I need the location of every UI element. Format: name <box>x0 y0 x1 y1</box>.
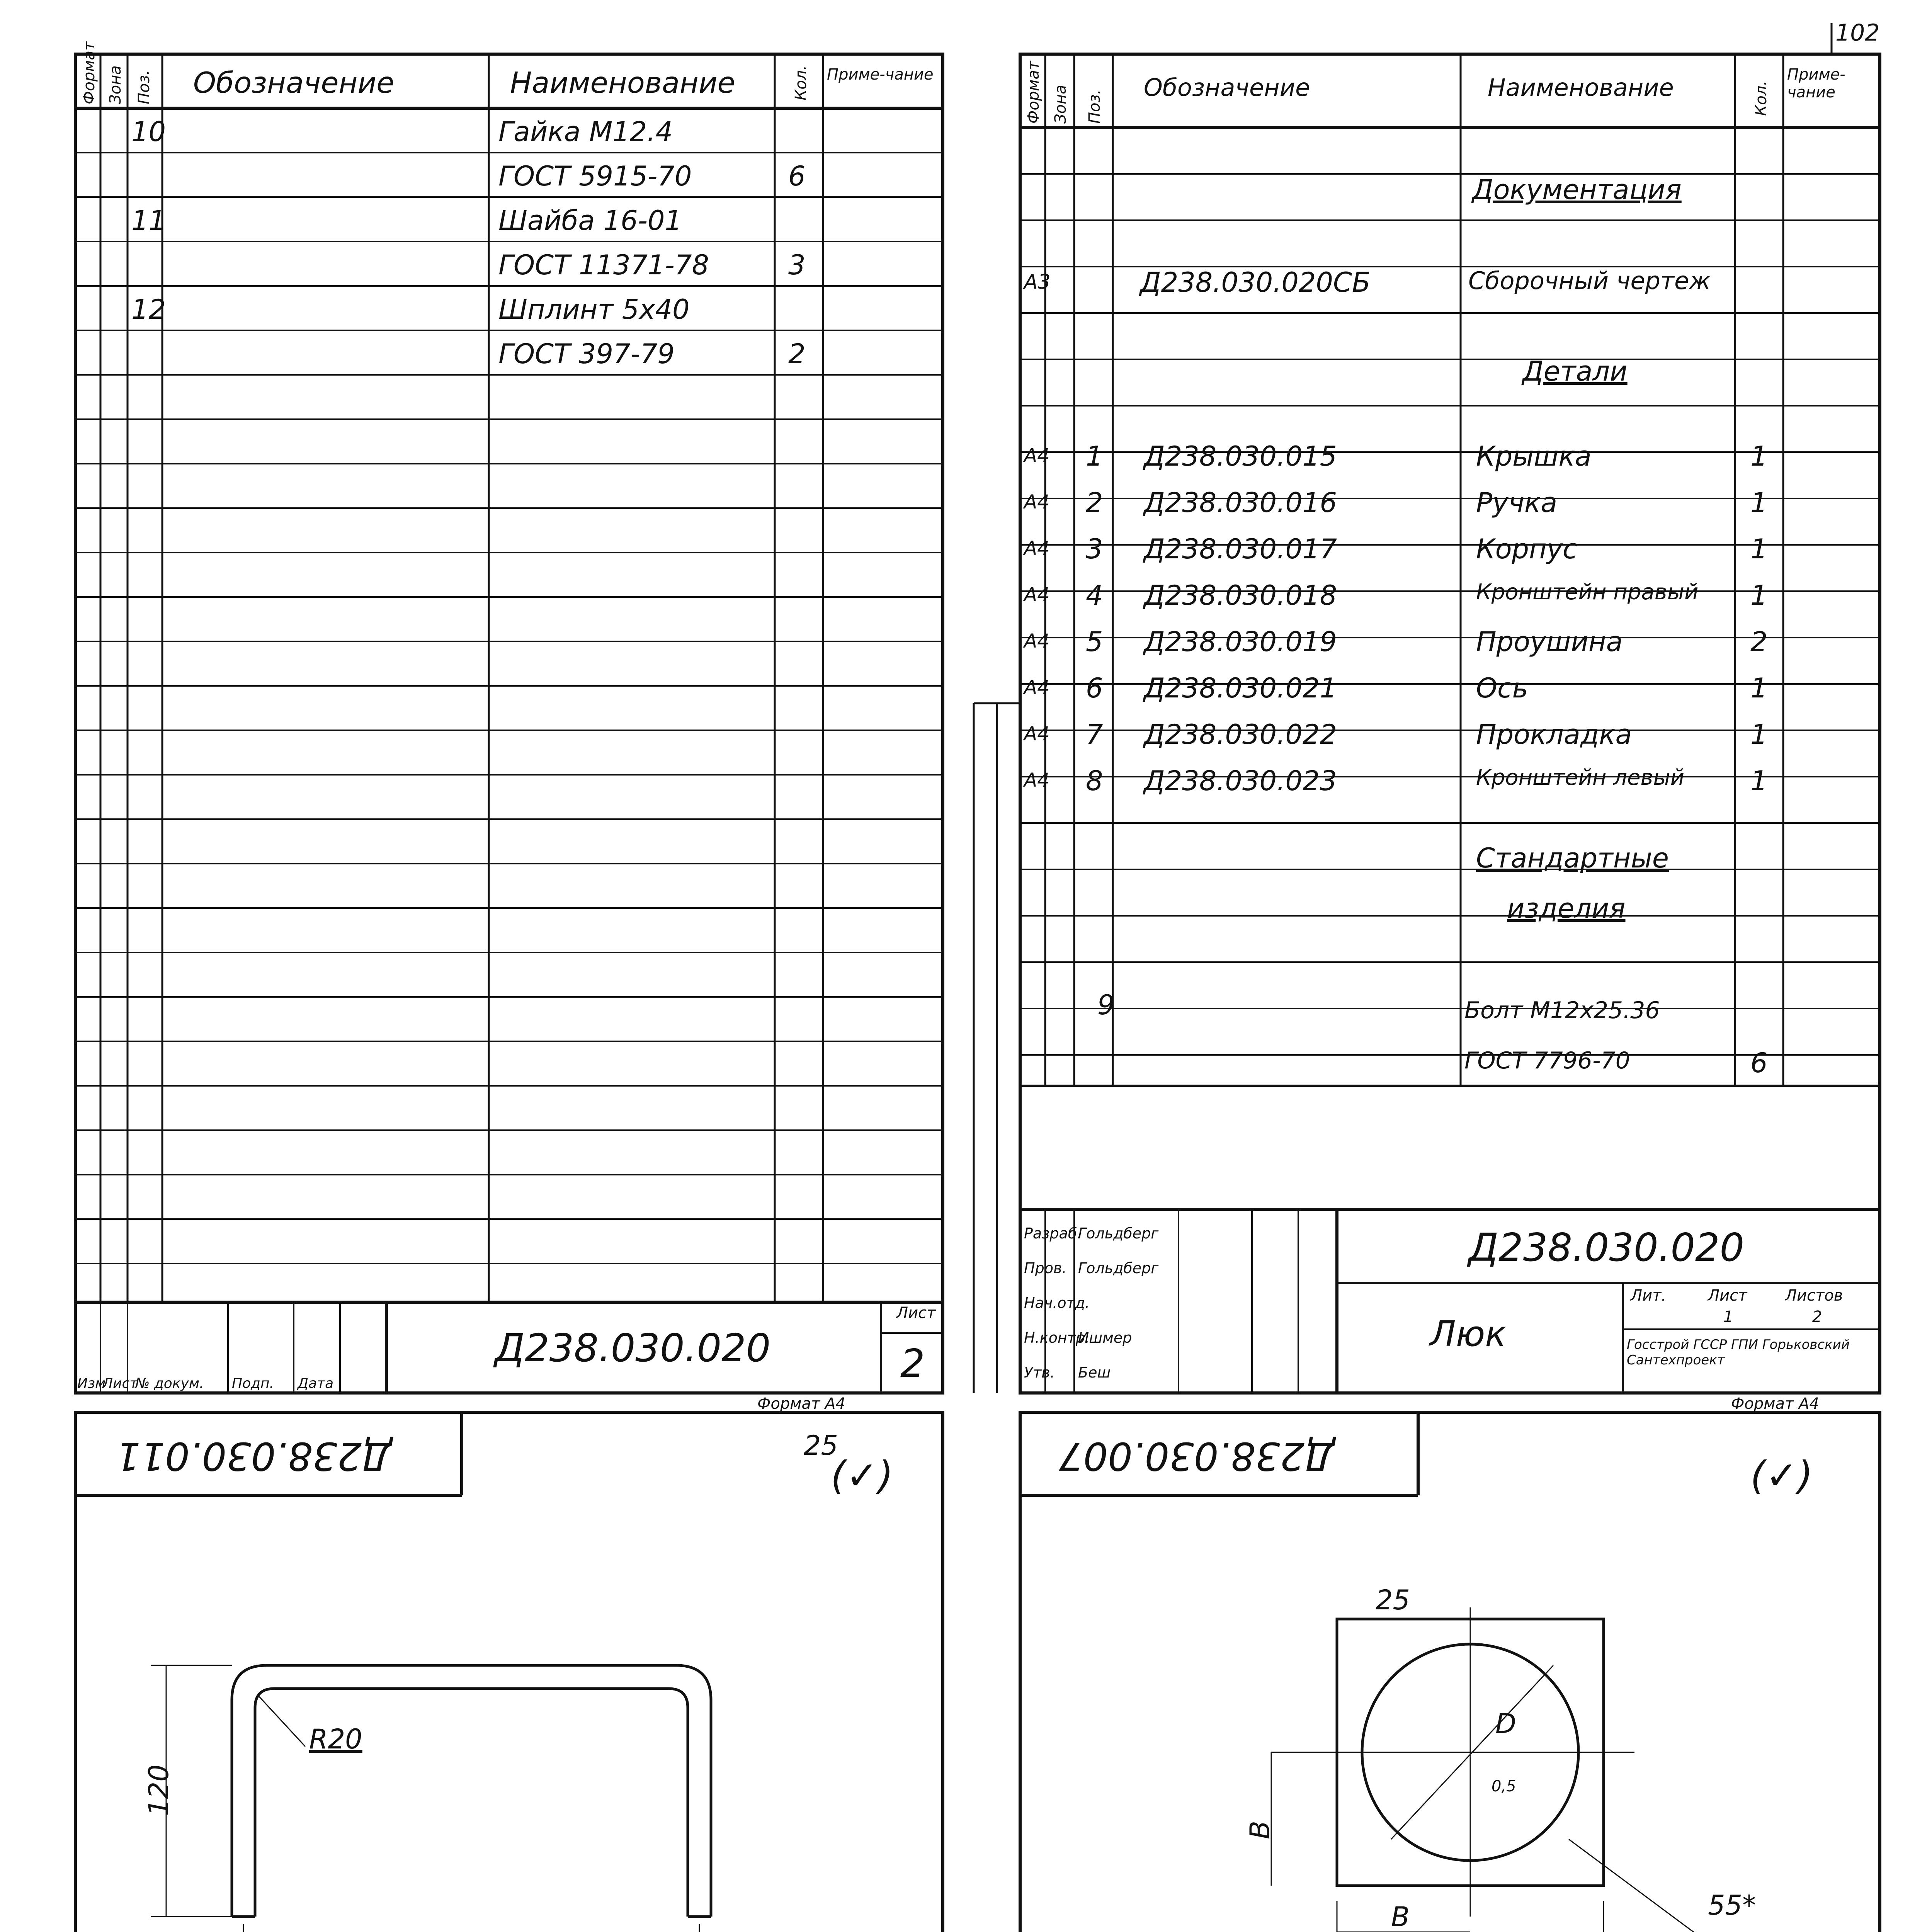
part-designation: Д238.030.015 <box>1144 440 1337 472</box>
part-pos: 6 <box>1086 672 1103 704</box>
lit-label: Лит. <box>1631 1287 1667 1304</box>
dim-offset: В <box>1244 1820 1276 1839</box>
col-header-note: Приме-чание <box>1787 66 1845 101</box>
stamp-date: Дата <box>298 1376 334 1391</box>
drawing-code-top: Д238.030.007 <box>1059 1434 1335 1479</box>
spec-left-code: Д238.030.020 <box>495 1325 771 1371</box>
section-standard-2: изделия <box>1507 893 1626 924</box>
spec-row-pos: 11 <box>131 205 166 236</box>
col-header-note: Приме-чание <box>827 66 934 83</box>
spec-row-pos: 10 <box>131 116 166 148</box>
part-pos: 7 <box>1086 719 1103 750</box>
part-qty: 1 <box>1750 580 1768 611</box>
spec-left-sheet: 2 <box>900 1341 925 1386</box>
part-qty: 1 <box>1750 440 1768 472</box>
part-pos: 3 <box>1086 533 1103 565</box>
col-header-pos: Поз. <box>1086 89 1104 124</box>
part-designation: Д238.030.021 <box>1144 672 1337 704</box>
col-header-designation: Обозначение <box>193 66 395 100</box>
part-qty: 1 <box>1750 672 1768 704</box>
stamp-role: Нач.отд. <box>1024 1294 1090 1311</box>
std-qty-2: 6 <box>1750 1047 1768 1079</box>
part-designation: Д238.030.023 <box>1144 765 1337 797</box>
spec-row-name: Гайка М12.4 <box>498 116 673 148</box>
spec-right-code: Д238.030.020 <box>1468 1225 1745 1270</box>
spec-row-qty: 2 <box>788 338 806 370</box>
sheets-value: 2 <box>1812 1308 1822 1326</box>
col-header-format: Формат <box>80 41 98 104</box>
dim-width-b: В <box>1391 1901 1410 1932</box>
col-header-name: Наименование <box>1488 73 1674 102</box>
stamp-list: Лист <box>102 1376 138 1391</box>
part-qty: 1 <box>1750 765 1768 797</box>
format-label-right: Формат А4 <box>1731 1395 1819 1413</box>
stamp-izm: Изм <box>77 1376 106 1391</box>
part-format: А4 <box>1024 583 1050 606</box>
sheet-label: Лист <box>1708 1287 1747 1304</box>
section-documentation: Документация <box>1472 174 1682 206</box>
part-format: А4 <box>1024 630 1050 652</box>
section-parts: Детали <box>1522 355 1628 387</box>
part-designation: Д238.030.018 <box>1144 580 1337 611</box>
col-header-pos: Поз. <box>135 70 153 104</box>
spec-row-name: Шплинт 5х40 <box>498 294 690 325</box>
spec-row-name: ГОСТ 397-79 <box>498 338 675 370</box>
section-standard-1: Стандартные <box>1476 842 1669 874</box>
std-name: Болт М12х25.36 <box>1464 997 1660 1024</box>
spec-row-name: ГОСТ 5915-70 <box>498 160 692 192</box>
dim-radius: R20 <box>309 1723 362 1755</box>
part-name: Кронштейн правый <box>1476 580 1699 605</box>
spec-row-name: Шайба 16-01 <box>498 205 682 236</box>
spec-row-qty: 6 <box>788 160 806 192</box>
stamp-sign: Подп. <box>232 1376 274 1391</box>
stamp-person: Гольдберг <box>1078 1260 1159 1277</box>
part-pos: 1 <box>1086 440 1103 472</box>
part-name: Крышка <box>1476 440 1592 472</box>
part-format: А4 <box>1024 676 1050 699</box>
sheets-label: Листов <box>1785 1287 1843 1304</box>
stamp-role: Разраб. <box>1024 1225 1082 1242</box>
col-header-qty: Кол. <box>792 65 810 100</box>
sheet-value: 1 <box>1723 1308 1733 1326</box>
part-name: Ручка <box>1476 487 1558 519</box>
stamp-person: Гольдберг <box>1078 1225 1159 1242</box>
stamp-person: Ишмер <box>1078 1329 1132 1346</box>
part-designation: Д238.030.022 <box>1144 719 1337 750</box>
stamp-role: Утв. <box>1024 1364 1055 1381</box>
std-name-2: ГОСТ 7796-70 <box>1464 1047 1630 1074</box>
part-name: Проушина <box>1476 626 1623 658</box>
roughness-value: 25 <box>804 1430 838 1461</box>
col-header-format: Формат <box>1025 61 1043 124</box>
col-header-qty: Кол. <box>1752 80 1770 116</box>
part-qty: 1 <box>1750 719 1768 750</box>
col-header-designation: Обозначение <box>1144 73 1310 102</box>
part-designation: Д238.030.019 <box>1144 626 1337 658</box>
stamp-role: Пров. <box>1024 1260 1067 1277</box>
col-header-zone: Зона <box>1052 85 1070 124</box>
dim-diameter: D <box>1495 1708 1516 1740</box>
part-pos: 8 <box>1086 765 1103 797</box>
part-format: А4 <box>1024 769 1050 791</box>
part-format: А4 <box>1024 444 1050 467</box>
part-name: Кронштейн левый <box>1476 765 1685 790</box>
part-pos: 4 <box>1086 580 1103 611</box>
part-qty: 2 <box>1750 626 1768 658</box>
dim-thickness: 55* <box>1708 1889 1756 1921</box>
spec-left-sheet-label: Лист <box>896 1304 936 1322</box>
part-format: А4 <box>1024 723 1050 745</box>
std-pos: 9 <box>1097 989 1115 1021</box>
product-name: Люк <box>1430 1314 1506 1354</box>
part-designation: Д238.030.017 <box>1144 533 1337 565</box>
part-designation: Д238.030.016 <box>1144 487 1337 519</box>
page-number: 102 <box>1835 19 1880 46</box>
part-pos: 5 <box>1086 626 1103 658</box>
col-header-name: Наименование <box>510 66 735 100</box>
doc-name: Сборочный чертеж <box>1468 267 1711 295</box>
stamp-doc: № докум. <box>135 1376 204 1391</box>
part-qty: 1 <box>1750 487 1768 519</box>
spec-row-pos: 12 <box>131 294 166 325</box>
part-pos: 2 <box>1086 487 1103 519</box>
drawing-code-top: Д238.030.011 <box>116 1434 392 1479</box>
spec-row-qty: 3 <box>788 249 806 281</box>
roughness-check-icon: (✓) <box>831 1453 893 1498</box>
stamp-role: Н.контр. <box>1024 1329 1090 1346</box>
roughness-check-icon: (✓) <box>1750 1453 1813 1498</box>
stamp-person: Беш <box>1078 1364 1111 1381</box>
part-format: А4 <box>1024 537 1050 560</box>
org-name: Госстрой ГССР ГПИ Горьковский Сантехпроект <box>1627 1337 1850 1368</box>
part-format: А4 <box>1024 491 1050 513</box>
spec-row-name: ГОСТ 11371-78 <box>498 249 709 281</box>
doc-format: А3 <box>1024 270 1051 294</box>
format-label-left: Формат А4 <box>757 1395 845 1413</box>
part-name: Прокладка <box>1476 719 1632 750</box>
part-name: Корпус <box>1476 533 1578 565</box>
part-qty: 1 <box>1750 533 1768 565</box>
dim-height: 120 <box>143 1764 175 1816</box>
doc-designation: Д238.030.020СБ <box>1140 267 1371 298</box>
dim-chamfer: 0,5 <box>1492 1777 1516 1795</box>
dim-hole-roughness: 25 <box>1376 1584 1410 1616</box>
part-name: Ось <box>1476 672 1528 704</box>
col-header-zone: Зона <box>107 65 124 104</box>
